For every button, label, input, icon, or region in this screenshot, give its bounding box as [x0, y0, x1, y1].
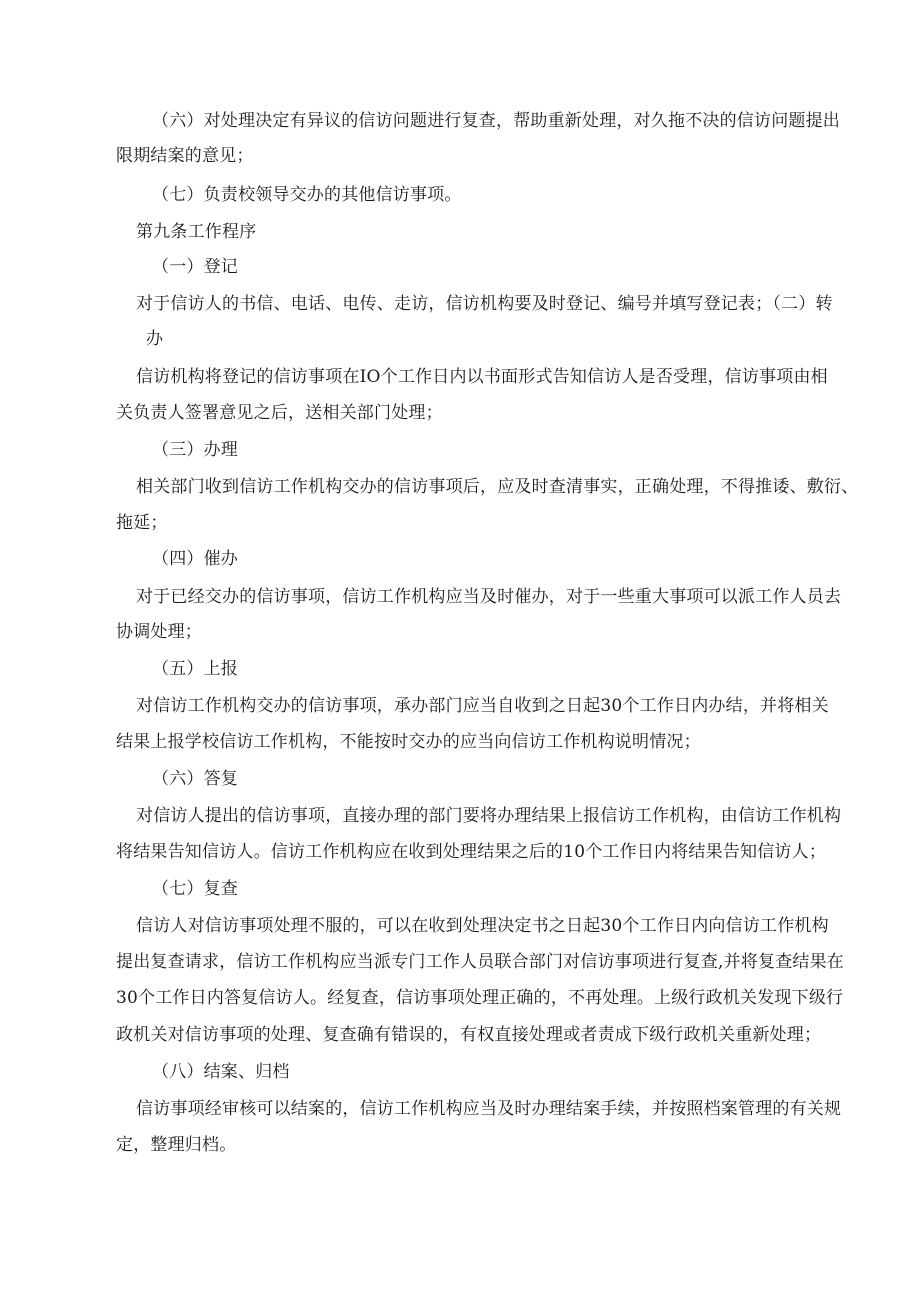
subsection-heading: （五）上报 [152, 659, 238, 679]
text-line: （七）负责校领导交办的其他信访事项。 [152, 185, 462, 205]
text-line: 政机关对信访事项的处理、复查确有错误的，有权直接处理或者责成下级行政机关重新处理； [116, 1025, 822, 1045]
text-line: 对信访工作机构交办的信访事项，承办部门应当自收到之日起30个工作日内办结，并将相关 [136, 696, 829, 716]
subsection-heading: （一）登记 [152, 257, 238, 277]
text-line: 信访人对信访事项处理不服的，可以在收到处理决定书之日起30个工作日内向信访工作机构 [136, 916, 829, 936]
text-line: 对于已经交办的信访事项，信访工作机构应当及时催办，对于一些重大事项可以派工作人员去 [136, 587, 842, 607]
subsection-heading: （六）答复 [152, 769, 238, 789]
subsection-heading: （八）结案、归档 [152, 1062, 290, 1082]
text-line: 拖延； [116, 513, 168, 533]
text-line: 30个工作日内答复信访人。经复查，信访事项处理正确的，不再处理。上级行政机关发现下级行 [116, 988, 844, 1008]
text-line: 将结果告知信访人。信访工作机构应在收到处理结果之后的10个工作日内将结果告知信访人； [116, 842, 827, 862]
text-line: 办 [146, 329, 164, 349]
text-line: 协调处理； [116, 622, 202, 642]
text-line: 提出复查请求，信访工作机构应当派专门工作人员联合部门对信访事项进行复查,并将复查结果在 [116, 952, 845, 972]
text-line: 对信访人提出的信访事项，直接办理的部门要将办理结果上报信访工作机构，由信访工作机构 [136, 806, 842, 826]
text-line: 结果上报学校信访工作机构，不能按时交办的应当向信访工作机构说明情况； [116, 732, 701, 752]
subsection-heading: （四）催办 [152, 549, 238, 569]
text-line: 限期结案的意见； [116, 146, 254, 166]
subsection-heading: （七）复查 [152, 879, 238, 899]
text-line: 对于信访人的书信、电话、电传、走访，信访机构要及时登记、编号并填写登记表；（二）转 [136, 294, 833, 314]
subsection-heading: （三）办理 [152, 440, 238, 460]
text-line: （六）对处理决定有异议的信访问题进行复查，帮助重新处理，对久拖不决的信访问题提出 [152, 111, 840, 131]
text-line: 信访事项经审核可以结案的，信访工作机构应当及时办理结案手续，并按照档案管理的有关规 [136, 1099, 842, 1119]
text-line: 相关部门收到信访工作机构交办的信访事项后，应及时查清事实，正确处理，不得推诿、敷衍、 [136, 477, 859, 497]
text-line: 关负责人签署意见之后，送相关部门处理； [116, 403, 443, 423]
section-heading: 第九条工作程序 [136, 222, 257, 242]
text-line: 定，整理归档。 [116, 1135, 237, 1155]
text-line: 信访机构将登记的信访事项在IO个工作日内以书面形式告知信访人是否受理，信访事项由相 [136, 367, 828, 387]
